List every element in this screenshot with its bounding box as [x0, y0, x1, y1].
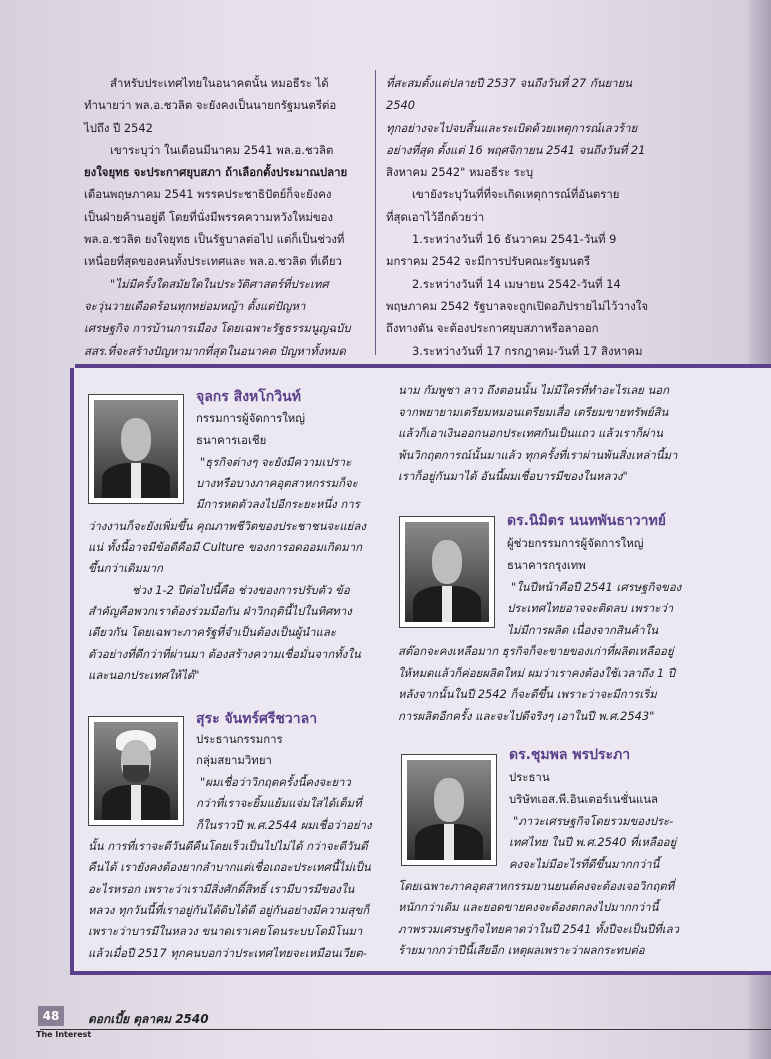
paragraph-line: เขายังระบุวันที่ที่จะเกิดเหตุการณ์ที่อันตราย	[412, 187, 620, 202]
paragraph-line: อย่างที่สุด ตั้งแต่ 16 พฤศจิกายน 2541 จนถึงวันที่ 21	[386, 142, 646, 157]
quote-line: โดยเฉพาะภาคอุตสาหกรรมยานยนต์คงจะต้องเจอวิกฤตที่	[398, 879, 675, 893]
paragraph-line: เดือนพฤษภาคม 2541 พรรคประชาธิปัตย์ก็จะยังคง	[84, 187, 332, 202]
portrait-photo	[401, 754, 497, 866]
quote-line: บางหรือบางภาคอุตสาหกรรมก็จะ	[196, 476, 358, 490]
person-title: ผู้ช่วยกรรมการผู้จัดการใหญ่	[507, 536, 644, 550]
person-company: บริษัทเอส.พี.อินเตอร์เนชั่นแนล	[509, 792, 658, 806]
quote-line: ว่างงานก็จะยังเพิ่มขึ้น คุณภาพชีวิตของประชาชนจะแย่ลง	[88, 519, 366, 533]
paragraph-line: ทำนายว่า พล.อ.ชวลิต จะยังคงเป็นนายกรัฐมนตรีต่อ	[84, 98, 337, 113]
paragraph-line: เศรษฐกิจ การบ้านการเมือง โดยเฉพาะรัฐธรรมนูญฉบับ	[84, 321, 351, 336]
magazine-issue: ดอกเบี้ย ตุลาคม 2540	[88, 1012, 209, 1026]
paragraph-line: สสร.ที่จะสร้างปัญหามากที่สุดในอนาคต ปัญหาทั้งหมด	[84, 343, 346, 358]
paragraph-line: "ไม่มีครั้งใดสมัยใดในประวัติศาสตร์ที่ประเทศ	[110, 276, 329, 291]
quote-line: ช่วง 1-2 ปีต่อไปนี้คือ ช่วงของการปรับตัว ข้อ	[132, 583, 350, 597]
quote-line: เพราะว่าบารมีในหลวง ขนาดเราเคยโดนระบบโดมิโนมา	[88, 924, 363, 938]
quote-line: ประเทศไทยอาจจะติดลบ เพราะว่า	[507, 601, 674, 615]
page-number: 48	[38, 1006, 64, 1026]
quote-line: ไม่มีการผลิต เนื่องจากสินค้าใน	[507, 623, 658, 637]
quote-line: และนอกประเทศให้ได้"	[88, 668, 200, 682]
quote-line: พ้นวิกฤตการณ์นั้นมาแล้ว ทุกครั้งที่เราผ่านพ้นสิ่งเหล่านี้มา	[398, 448, 678, 462]
quote-line: คืนได้ เรายังคงต้องยากลำบากแต่เชื่อเถอะประเทศนี้ไม่เป็น	[88, 860, 371, 874]
quote-line: แน่ ทั้งนี้อาจมีข้อดีคือมี Culture ของการอดออมเกิดมาก	[88, 540, 362, 554]
paragraph-line: มกราคม 2542 จะมีการปรับคณะรัฐมนตรี	[386, 254, 591, 269]
paragraph-line: ที่สุดเอาไว้อีกด้วยว่า	[386, 209, 485, 224]
paragraph-line: เขาระบุว่า ในเดือนมีนาคม 2541 พล.อ.ชวลิต	[110, 142, 334, 157]
person-name: จุลกร สิงหโกวินท์	[196, 389, 301, 405]
person-title: กรรมการผู้จัดการใหญ่	[196, 411, 305, 425]
paragraph-line: 1.ระหว่างวันที่ 16 ธันวาคม 2541-วันที่ 9	[412, 232, 617, 247]
top-left-column	[84, 72, 366, 362]
quote-line: หนักกว่าเดิม และยอดขายคงจะต้องตกลงไปมากกว่านี้	[398, 900, 659, 914]
portrait-photo	[399, 516, 495, 628]
quote-line: สต๊อกจะคงเหลือมาก ธุรกิจก็จะขายของเก่าที่ผลิตเหลืออยู่	[398, 644, 674, 658]
quote-line: กว่าที่เราจะยิ้มแย้มแจ่มใสได้เต็มที่	[196, 796, 362, 810]
quote-line: ภาพรวมเศรษฐกิจไทยคาดว่าในปี 2541 ทั้งปีจะเป็นปีที่เลว	[398, 922, 679, 936]
quote-line: นั้น การที่เราจะดีวันดีคืนโดยเร็วเป็นไปไม่ได้ กว่าจะดีวันดี	[88, 839, 368, 853]
person-title: ประธานกรรมการ	[196, 732, 283, 746]
paragraph-line: เหนื่อยที่สุดของคนทั้งประเทศและ พล.อ.ชวลิต ที่เดียว	[84, 254, 342, 269]
person-name: ดร.นิมิตร นนทพันธาวาทย์	[507, 513, 666, 529]
paragraph-line: พฤษภาคม 2542 รัฐบาลจะถูกเปิดอภิปรายไม่ไว้วางใจ	[386, 298, 649, 313]
paragraph-line: ที่สะสมตั้งแต่ปลายปี 2537 จนถึงวันที่ 27 กันยายน 2540	[386, 76, 633, 113]
quote-line: แล้วก็เอาเงินออกนอกประเทศกันเป็นแถว แล้วเราก็ผ่าน	[398, 426, 663, 440]
quote-line: การผลิตอีกครั้ง และจะไปดีจริงๆ เอาในปี พ.ศ.2543"	[398, 709, 655, 723]
paragraph-line: ไปถึง ปี 2542	[84, 120, 153, 135]
portrait-photo	[88, 394, 184, 504]
quote-line: "ผมเชื่อว่าวิกฤตครั้งนี้คงจะยาว	[200, 775, 351, 789]
quote-line: มีการหดตัวลงไปอีกระยะหนึ่ง การ	[196, 497, 360, 511]
quote-line: แล้วเมื่อปี 2517 ทุกคนบอกว่าประเทศไทยจะเหมือนเวียต-	[88, 946, 367, 960]
quote-line: หลวง ทุกวันนี้ที่เราอยู่กันได้ดิบได้ดี อยู่กันอย่างมีความสุขก็	[88, 903, 370, 917]
paragraph-line: สิงหาคม 2542" หมอธีระ ระบุ	[386, 165, 534, 180]
quote-line: อะไรหรอก เพราะว่าเรามีสิ่งศักดิ์สิทธิ์ เรามีบารมีของใน	[88, 882, 355, 896]
quote-line: ให้หมดแล้วก็ค่อยผลิตใหม่ ผมว่าเราคงต้องใช้เวลาถึง 1 ปี	[398, 666, 675, 680]
person-company: ธนาคารเอเชีย	[196, 433, 267, 447]
quote-line: เทศไทย ในปี พ.ศ.2540 ที่เหลืออยู่	[509, 835, 677, 849]
person-title: ประธาน	[509, 770, 550, 784]
quote-line: นาม กัมพูชา ลาว ถึงตอนนั้น ไม่มีใครที่ทำอะไรเลย นอก	[398, 383, 670, 397]
paragraph-line: ทุกอย่างจะไปจบสิ้นและระเบิดด้วยเหตุการณ์เลวร้าย	[386, 120, 638, 135]
quote-line: จากพยายามเตรียมหมอนเตรียมเสื่อ เตรียมขายทรัพย์สิน	[398, 405, 669, 419]
paragraph-line: ถึงทางตัน จะต้องประกาศยุบสภาหรือลาออก	[386, 321, 599, 336]
paragraph-line: สำหรับประเทศไทยในอนาคตนั้น หมอธีระ ได้	[110, 76, 329, 90]
quote-line: ตัวอย่างที่ดีกว่าที่ผ่านมา ต้องสร้างความเชื่อมั่นจากทั้งใน	[88, 647, 361, 661]
paragraph-line: 3.ระหว่างวันที่ 17 กรกฎาคม-วันที่ 17 สิงหาคม	[412, 343, 643, 358]
quote-line: ร้ายมากกว่าปีนี้เสียอีก เหตุผลเพราะว่าผลกระทบต่อ	[398, 943, 645, 957]
quote-line: ขึ้นกว่าเดิมมาก	[88, 561, 163, 575]
person-company: กลุ่มสยามวิทยา	[196, 753, 272, 767]
paragraph-line: จะวุ่นวายเดือดร้อนทุกหย่อมหญ้า ตั้งแต่ปัญหา	[84, 298, 306, 313]
top-right-column	[386, 72, 662, 384]
quote-line: เราก็อยู่กันมาได้ อันนี้ผมเชื่อบารมีของในหลวง"	[398, 469, 628, 483]
footer-rule	[40, 1029, 771, 1030]
person-company: ธนาคารกรุงเทพ	[507, 558, 586, 572]
brand-logo: The Interest	[36, 1030, 92, 1039]
quote-line: ก็ในราวปี พ.ศ.2544 ผมเชื่อว่าอย่าง	[196, 818, 372, 832]
paragraph-line: 2.ระหว่างวันที่ 14 เมษายน 2542-วันที่ 14	[412, 276, 621, 291]
paragraph-line: พล.อ.ชวลิต ยงใจยุทธ เป็นรัฐบาลต่อไป แต่ก็เป็นช่วงที่	[84, 232, 345, 247]
quote-line: สำคัญคือพวกเราต้องร่วมมือกัน ฝ่าวิกฤตินี้ไปในทิศทาง	[88, 604, 352, 618]
paragraph-line: ยงใจยุทธ จะประกาศยุบสภา ถ้าเลือกตั้งประมาณปลาย	[84, 165, 348, 180]
person-name: สุระ จันทร์ศรีชวาลา	[196, 711, 318, 727]
portrait-photo	[88, 716, 184, 826]
quote-line: "ธุรกิจต่างๆ จะยังมีความเปราะ	[200, 455, 352, 469]
quote-line: "ในปีหน้าคือปี 2541 เศรษฐกิจของ	[511, 580, 682, 594]
column-divider	[375, 70, 376, 355]
paragraph-line: เป็นฝ่ายค้านอยู่ดี โดยที่นั่งมีพรรคความหวังใหม่ของ	[84, 209, 334, 224]
quote-line: เดียวกัน โดยเฉพาะภาครัฐที่จำเป็นต้องเป็นผู้นำและ	[88, 625, 336, 639]
quote-line: "ภาวะเศรษฐกิจโดยรวมของประ-	[513, 814, 674, 828]
quote-line: หลังจากนั้นในปี 2542 ก็จะดีขึ้น เพราะว่าจะมีการเริ่ม	[398, 687, 657, 701]
quote-line: คงจะไม่มีอะไรที่ดีขึ้นมากกว่านี้	[509, 857, 660, 871]
person-name: ดร.ชุมพล พรประภา	[509, 747, 631, 763]
